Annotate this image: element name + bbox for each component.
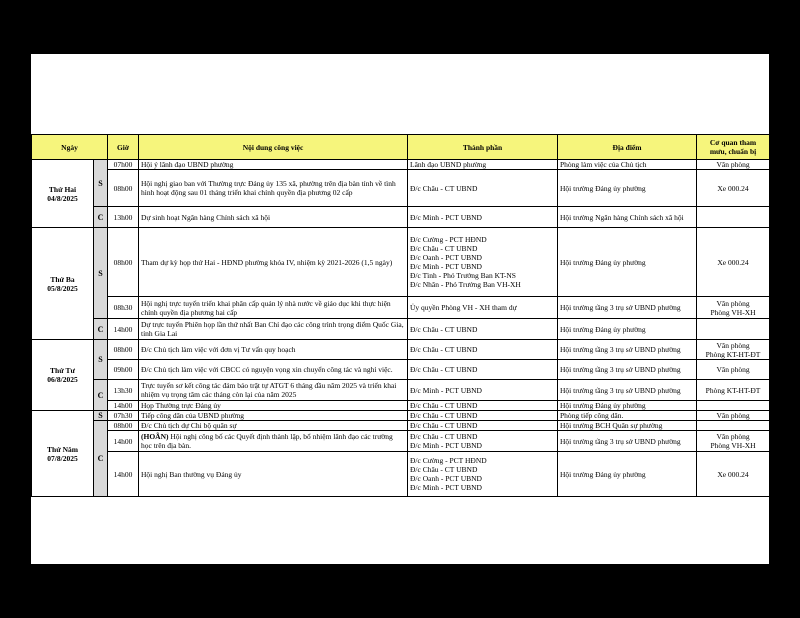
table-row [32,207,770,228]
agency-cell: Văn phòng [697,360,770,380]
table-row [32,360,770,380]
redaction-box [92,73,140,99]
content-cell: Tiếp công dân của UBND phường [139,411,408,421]
day-cell: Thứ Năm 07/8/2025 [32,411,94,497]
session-cell: C [94,421,108,497]
header-participants: Thành phần [408,135,558,160]
location-cell: Hội trường Đảng ủy phường [558,319,697,340]
time-cell: 14h00 [108,319,139,340]
time-cell: 14h00 [108,431,139,452]
location-cell: Hội trường tầng 3 trụ sở UBND phường [558,431,697,452]
table-row [32,297,770,319]
time-cell: 08h30 [108,297,139,319]
agency-cell [697,319,770,340]
content-cell: Đ/c Chủ tịch làm việc với CBCC có nguyện vọng xin chuyển công tác và nghỉ việc. [139,360,408,380]
content-cell: Đ/c Chủ tịch làm việc với đơn vị Tư vấn quy hoạch [139,340,408,360]
day-cell: Thứ Ba 05/8/2025 [32,228,94,340]
participants-cell: Đ/c Châu - CT UBND [408,170,558,207]
time-cell: 14h00 [108,401,139,411]
header-content: Nội dung công việc [139,135,408,160]
session-cell: S [94,160,108,207]
participants-cell: Đ/c Cường - PCT HĐND Đ/c Châu - CT UBND Đ/c Oanh - PCT UBND Đ/c Minh - PCT UBND Đ/c Tình - Phó Trưởng Ban KT-NS Đ/c Nhân - Phó Trưởng Ban VH-XH [408,228,558,297]
location-cell: Hội trường tầng 3 trụ sở UBND phường [558,360,697,380]
time-cell: 07h30 [108,411,139,421]
agency-cell: Văn phòng Phòng VH-XH [697,431,770,452]
table-row [32,431,770,452]
time-cell: 08h00 [108,421,139,431]
location-cell: Phòng làm việc của Chủ tịch [558,160,697,170]
location-cell: Hội trường tầng 3 trụ sở UBND phường [558,297,697,319]
content-cell: (HOÃN) Hội nghị công bố các Quyết định thành lập, bổ nhiệm lãnh đạo các trường học trên địa bàn. [139,431,408,452]
time-cell: 13h00 [108,207,139,228]
time-cell: 08h00 [108,340,139,360]
participants-cell: Đ/c Châu - CT UBND [408,411,558,421]
session-cell: C [94,207,108,228]
participants-cell: Đ/c Châu - CT UBND [408,401,558,411]
content-cell: Họp Thường trực Đảng ủy [139,401,408,411]
time-cell: 14h00 [108,452,139,497]
header-agency: Cơ quan tham mưu, chuẩn bị [697,135,770,160]
session-cell: S [94,411,108,421]
participants-cell: Đ/c Châu - CT UBND [408,421,558,431]
agency-cell: Xe 000.24 [697,452,770,497]
agency-cell [697,207,770,228]
day-cell: Thứ Tư 06/8/2025 [32,340,94,411]
content-cell: Hội ý lãnh đạo UBND phường [139,160,408,170]
table-row [32,411,770,421]
work-schedule-table [31,134,770,497]
content-cell: Dự trực tuyến Phiên họp lần thứ nhất Ban Chỉ đạo các công trình trọng điểm Quốc Gia, tỉnh Gia Lai [139,319,408,340]
participants-cell: Đ/c Minh - PCT UBND [408,380,558,401]
table-row [32,401,770,411]
participants-cell: Đ/c Cường - PCT HĐND Đ/c Châu - CT UBND Đ/c Oanh - PCT UBND Đ/c Minh - PCT UBND [408,452,558,497]
content-cell: Hội nghị trực tuyến triển khai phân cấp quản lý nhà nước về giáo dục khi thực hiện chính quyền địa phương hai cấp [139,297,408,319]
header-time: Giờ [108,135,139,160]
participants-cell: Ủy quyền Phòng VH - XH tham dự [408,297,558,319]
content-cell: Trực tuyến sơ kết công tác đảm bảo trật tự ATGT 6 tháng đầu năm 2025 và triển khai nhiệm vụ trọng tâm các tháng còn lại của năm 2025 [139,380,408,401]
location-cell: Hội trường tầng 3 trụ sở UBND phường [558,340,697,360]
day-cell: Thứ Hai 04/8/2025 [32,160,94,228]
content-cell: Dự sinh hoạt Ngân hàng Chính sách xã hội [139,207,408,228]
agency-cell: Xe 000.24 [697,170,770,207]
location-cell: Hội trường BCH Quân sự phường [558,421,697,431]
location-cell: Hội trường Đảng ủy phường [558,452,697,497]
header-day: Ngày [32,135,108,160]
participants-cell: Đ/c Minh - PCT UBND [408,207,558,228]
agency-cell: Phòng KT-HT-ĐT [697,380,770,401]
participants-cell: Đ/c Châu - CT UBND [408,360,558,380]
agency-cell [697,401,770,411]
content-cell: Đ/c Chủ tịch dự Chi bộ quân sự [139,421,408,431]
location-cell: Hội trường Đảng ủy phường [558,170,697,207]
header-location: Địa điểm [558,135,697,160]
session-cell: S [94,228,108,319]
agency-cell [697,421,770,431]
participants-cell: Lãnh đạo UBND phường [408,160,558,170]
session-cell: C [94,319,108,340]
location-cell: Hội trường Ngân hàng Chính sách xã hội [558,207,697,228]
time-cell: 08h00 [108,170,139,207]
session-cell: C [94,380,108,411]
location-cell: Hội trường Đảng ủy phường [558,401,697,411]
time-cell: 09h00 [108,360,139,380]
time-cell: 13h30 [108,380,139,401]
location-cell: Hội trường tầng 3 trụ sở UBND phường [558,380,697,401]
table-row [32,319,770,340]
table-row [32,380,770,401]
agency-cell: Văn phòng Phòng VH-XH [697,297,770,319]
content-cell: Hội nghị Ban thường vụ Đảng ủy [139,452,408,497]
table-row [32,170,770,207]
agency-cell: Văn phòng [697,411,770,421]
table-row [32,228,770,297]
time-cell: 07h00 [108,160,139,170]
location-cell: Hội trường Đảng ủy phường [558,228,697,297]
header-row [32,135,770,160]
participants-cell: Đ/c Châu - CT UBND [408,340,558,360]
table-row [32,452,770,497]
postponed-label: (HOÃN) [141,432,169,441]
session-cell: S [94,340,108,380]
location-cell: Phòng tiếp công dân. [558,411,697,421]
table-row [32,160,770,170]
participants-cell: Đ/c Châu - CT UBND Đ/c Minh - PCT UBND [408,431,558,452]
participants-cell: Đ/c Châu - CT UBND [408,319,558,340]
agency-cell: Xe 000.24 [697,228,770,297]
table-row [32,340,770,360]
time-cell: 08h00 [108,228,139,297]
table-row [32,421,770,431]
content-cell: Tham dự kỳ họp thứ Hai - HĐND phường khóa IV, nhiệm kỳ 2021-2026 (1,5 ngày) [139,228,408,297]
content-cell: Hội nghị giao ban với Thường trực Đảng ủy 135 xã, phường trên địa bàn tỉnh về tình hình hoạt động sau 01 tháng triển khai chính quyền địa phương 02 cấp [139,170,408,207]
agency-cell: Văn phòng Phòng KT-HT-ĐT [697,340,770,360]
agency-cell: Văn phòng [697,160,770,170]
